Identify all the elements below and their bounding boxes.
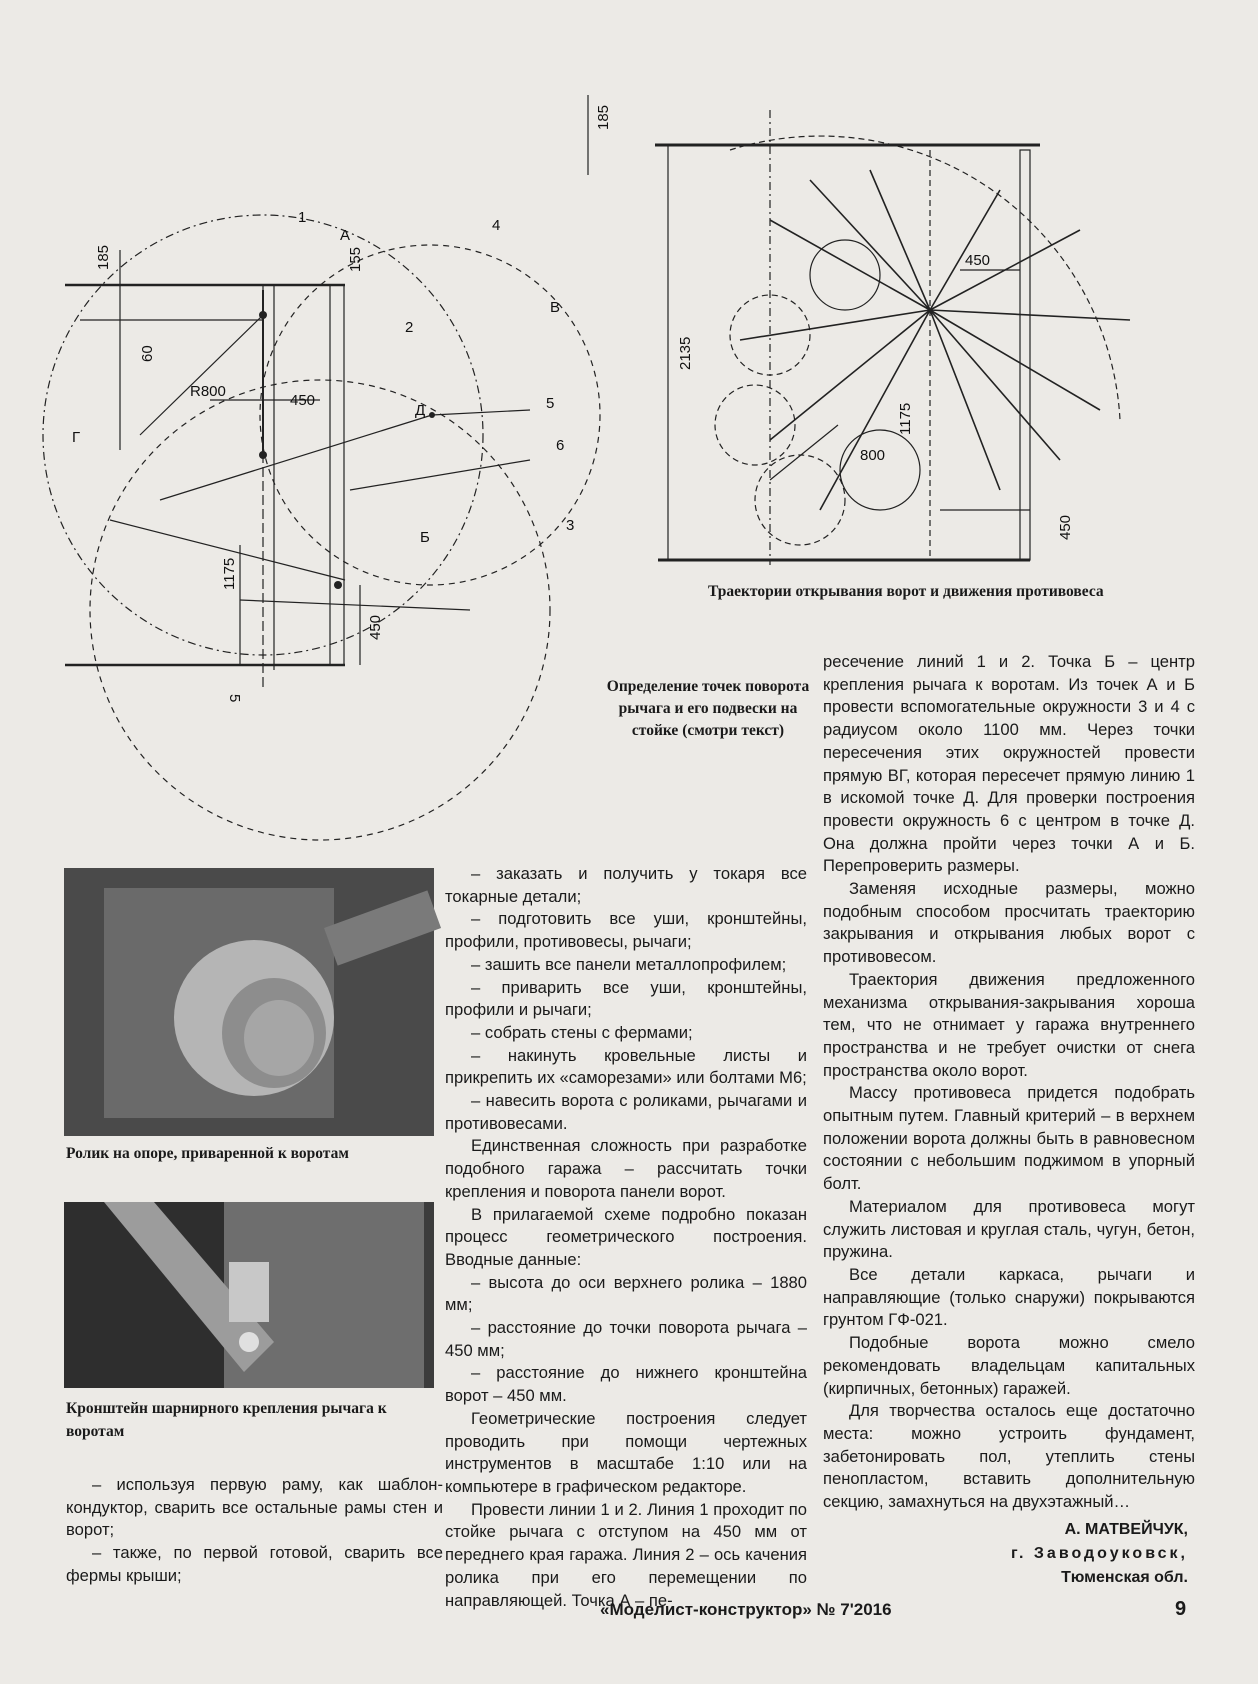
text-column-b [445,863,807,1612]
paragraph: – зашить все панели металлопрофилем; [471,954,787,974]
r-dim-800: 800 [860,447,886,464]
paragraph: Материалом для противовеса могут служить листовая и круглая сталь, чугун, бетон, пружина. [823,1196,1195,1262]
paragraph: – расстояние до нижнего кронштейна ворот – 450 мм. [445,1363,807,1406]
gate-trajectory-diagram [440,90,1200,590]
paragraph: Геометрические построения следует проводить при помощи чертежных инструментов в масштабе 1:10 или на компьютере в графическом редакторе. [445,1408,807,1496]
paragraph: – заказать и получить у токаря все токарные детали; [445,864,807,906]
author-name: А. МАТВЕЙЧУК, [1064,1521,1188,1538]
paragraph: – также, по первой готовой, сварить все фермы крыши; [66,1543,443,1585]
author-region: Тюменская обл. [1061,1569,1188,1586]
pivot-construction-diagram [60,90,575,880]
paragraph: – высота до оси верхнего ролика – 1880 мм; [445,1272,807,1315]
paragraph: Провести линии 1 и 2. Линия 1 проходит по стойке рычага с отступом на 450 мм от переднего края гаража. Линия 2 – ось качения ролика при его перемещении по направляющей. Точка А – пе- [445,1499,807,1610]
line-vg [160,415,432,500]
journal-footer: «Моделист-конструктор» № 7'2016 [600,1600,892,1619]
paragraph: Все детали каркаса, рычаги и направляющие (только снаружи) покрываются грунтом ГФ-021. [823,1264,1195,1330]
dim-185: 185 [95,244,112,270]
label-1: 1 [298,209,307,226]
label-D: Д [415,402,426,419]
label-5: 5 [546,395,555,412]
label-6: 6 [556,437,565,454]
dim-r800: R800 [190,383,226,400]
r-dim-1175: 1175 [897,402,914,435]
paragraph: – используя первую раму, как шаблон-кондуктор, сварить все остальные рамы стен и ворот; [66,1475,443,1540]
paragraph: – навесить ворота с роликами, рычагами и противовесами. [445,1091,807,1133]
author-signature [1011,1518,1188,1590]
r-dim-450b: 450 [1057,514,1074,540]
photo1-caption: Ролик на опоре, приваренной к воротам [66,1145,349,1162]
paragraph: – накинуть кровельные листы и прикрепить их «саморезами» или болтами М6; [445,1045,807,1088]
left-figure-caption: Определение точек поворота рычага и его подвески на стойке (смотри текст) [606,678,810,739]
right-figure-caption: Траектории открывания ворот и движения противовеса [708,583,1104,600]
paragraph: Траектория движения предложенного механизма открывания-закрывания хороша тем, что не отнимает у гаража внутреннего пространства и не требует очистки от снега пространства около ворот. [823,969,1195,1080]
r-dim-2135: 2135 [677,336,694,370]
dim-450a: 450 [290,392,316,409]
dim-1175: 1175 [221,557,238,590]
label-5-bottom: 5 [226,694,243,703]
author-city: г. Заводоуковск, [1010,1545,1188,1562]
label-V: В [550,299,561,316]
paragraph: Подобные ворота можно смело рекомендовать владельцам капитальных (кирпичных, бетонных) гаражей. [823,1333,1195,1398]
label-A: А [340,227,351,244]
label-2: 2 [405,319,414,336]
label-G: Г [72,429,81,446]
text-column-a [66,1474,443,1588]
gate-panel [330,285,344,665]
dim-60: 60 [139,345,156,362]
paragraph: – подготовить все уши, кронштейны, профили, противовесы, рычаги; [445,909,807,952]
dim-450b: 450 [367,614,384,640]
label-Bb: Б [420,529,430,546]
paragraph: ресечение линий 1 и 2. Точка Б – центр крепления рычага к воротам. Из точек А и Б провести вспомогательные окружности 3 и 4 с радиусом около 1100 мм. Через точки пересечения этих окружностей провести прямую ВГ, которая пересечет прямую линию 1 в искомой точке Д. Для проверки построения провести окружность 6 с центром в точке Д. Она должна пройти через точки А и Б. Перепроверить размеры. [823,652,1195,876]
paragraph: Массу противовеса придется подобрать опытным путем. Главный критерий – в верхнем положении ворота должны быть в равновесном состоянии с небольшим поджимом в упорный болт. [823,1083,1195,1194]
photo2-caption: Кронштейн шарнирного крепления рычага к воротам [66,1400,387,1440]
r-dim-450a: 450 [965,252,991,269]
paragraph: – приварить все уши, кронштейны, профили и рычаги; [445,977,807,1020]
paragraph: Заменяя исходные размеры, можно подобным способом просчитать траекторию закрывания и открывания любых ворот с противовесом. [823,879,1195,967]
paragraph: Для творчества осталось еще достаточно места: можно устроить фундамент, забетонировать пол, утеплить стены пенопластом, вставить дополнительную секцию, замахнуться на двухэтажный… [823,1401,1195,1512]
text-column-c [823,651,1195,1514]
roller-photo [64,868,434,1136]
label-4: 4 [492,217,501,234]
page-number: 9 [1175,1598,1187,1620]
bracket-photo [64,1202,434,1388]
post [1020,150,1030,560]
label-3: 3 [566,517,575,534]
paragraph: – собрать стены с фермами; [471,1022,693,1042]
r-dim-185: 185 [595,104,612,130]
paragraph: В прилагаемой схеме подробно показан процесс геометрического построения. Вводные данные: [445,1204,807,1269]
paragraph: Единственная сложность при разработке подобного гаража – рассчитать точки крепления и поворота панели ворот. [445,1136,807,1201]
dim-155: 155 [347,246,364,272]
paragraph: – расстояние до точки поворота рычага – 450 мм; [445,1318,807,1360]
